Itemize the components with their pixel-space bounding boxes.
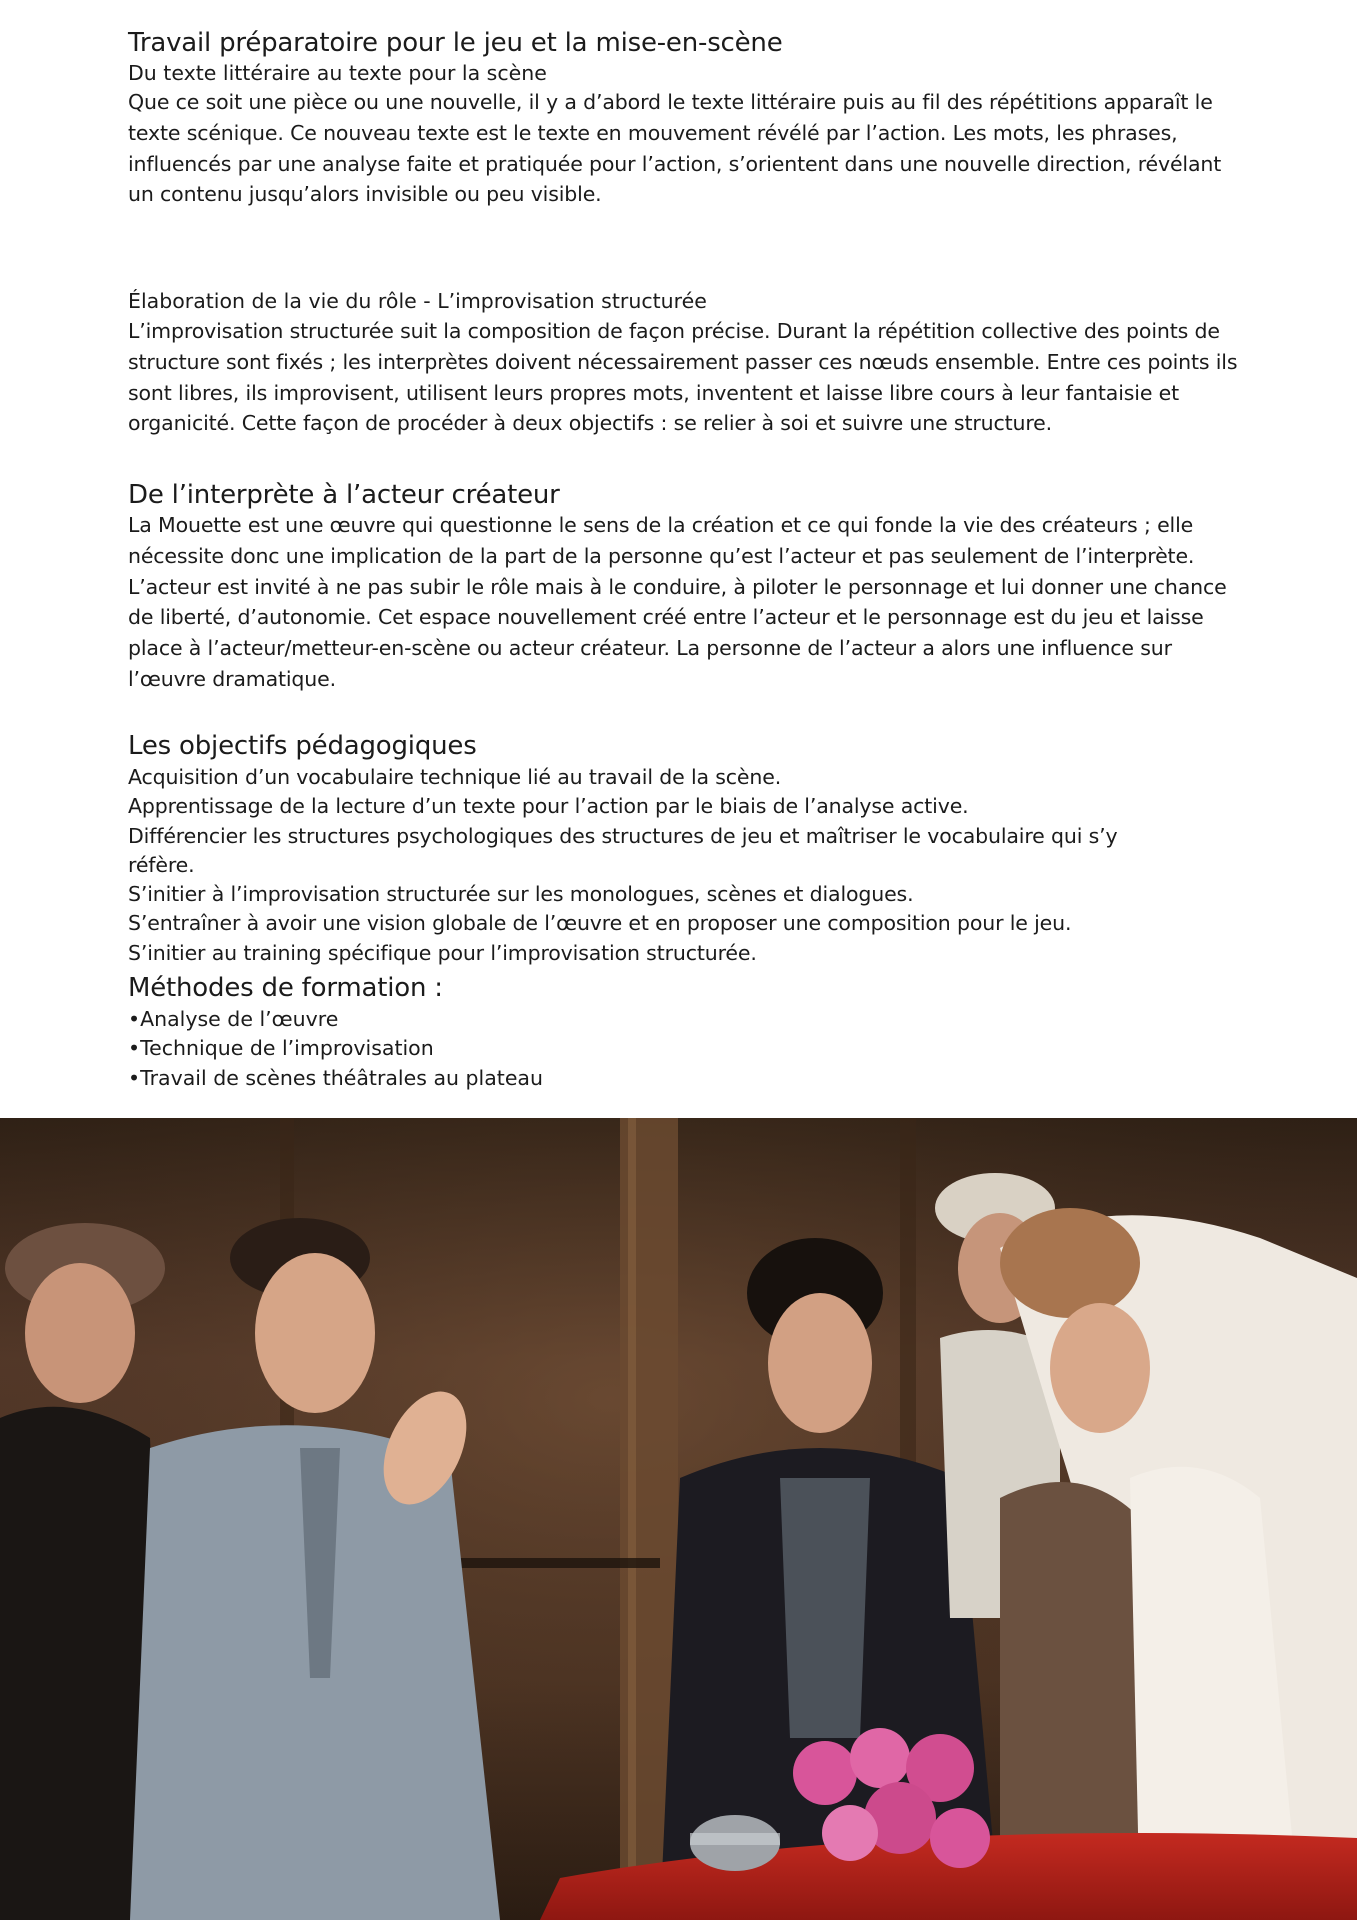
section-creative-actor xyxy=(128,478,1238,695)
rail xyxy=(460,1558,660,1568)
objective-line: Apprentissage de la lecture d’un texte pour l’action par le biais de l’analyse active. xyxy=(128,794,969,819)
grey-sweater xyxy=(780,1478,870,1738)
section1-subtitle: Du texte littéraire au texte pour la scène xyxy=(128,61,547,85)
objective-line: S’initier au training spécifique pour l’improvisation structurée. xyxy=(128,940,757,965)
stage-photo xyxy=(0,1118,1357,1920)
section3-body: La Mouette est une œuvre qui questionne le sens de la création et ce qui fonde la vie des créateurs ; elle nécessite donc une implication de la part de la personne qu’est l’acteur et pas seulement de l’interprète. L’acteur est invité à ne pas subir le rôle mais à le conduire, à piloter le personnage et lui donner une chance de liberté, d’autonomie. Cet espace nouvellement créé entre l’acteur et le personnage est du jeu et laisse place à l’acteur/metteur-en-scène ou acteur créateur. La personne de l’acteur a alors une influence sur l’œuvre dramatique. xyxy=(128,513,1227,691)
section1-title: Travail préparatoire pour le jeu et la mise-en-scène xyxy=(128,28,783,58)
objective-line: Acquisition d’un vocabulaire technique lié au travail de la scène. xyxy=(128,765,782,789)
actor-hair xyxy=(1000,1208,1140,1318)
objective-line: Différencier les structures psychologiques des structures de jeu et maîtriser le vocabulaire qui s’y xyxy=(128,823,1118,848)
objectives-list xyxy=(128,763,1238,968)
section4-title: Les objectifs pédagogiques xyxy=(128,731,477,761)
section-pedagogical-objectives xyxy=(128,729,1238,968)
silver-teapot xyxy=(690,1815,780,1871)
actor-face xyxy=(1050,1303,1150,1433)
section2-body: L’improvisation structurée suit la composition de façon précise. Durant la répétition collective des points de structure sont fixés ; les interprètes doivent nécessairement passer ces nœuds ensemble. Entre ces points ils sont libres, ils improvisent, utilisent leurs propres mots, inventent et laisse libre cours à leur fantaisie et organicité. Cette façon de procéder à deux objectifs : se relier à soi et suivre une structure. xyxy=(128,319,1238,436)
objective-line: réfère. xyxy=(128,852,195,877)
section5-title: Méthodes de formation : xyxy=(128,973,443,1003)
methods-list xyxy=(128,1005,1238,1093)
actor-face xyxy=(255,1253,375,1413)
section1-body: Que ce soit une pièce ou une nouvelle, il y a d’abord le texte littéraire puis au fil des répétitions apparaît le texte scénique. Ce nouveau texte est le texte en mouvement révélé par l’action. Les mots, les phrases, influencés par une analyse faite et pratiquée pour l’action, s’orientent dans une nouvelle direction, révélant un contenu jusqu’alors invisible ou peu visible. xyxy=(128,90,1222,207)
method-item: • Technique de l’improvisation xyxy=(128,1034,1238,1063)
section3-title: De l’interprète à l’acteur créateur xyxy=(128,480,560,510)
objective-line: S’entraîner à avoir une vision globale de l’œuvre et en proposer une composition pour le jeu. xyxy=(128,911,1072,936)
section-preparatory-work xyxy=(128,26,1238,210)
stage-scene-illustration xyxy=(0,1118,1357,1920)
section2-subtitle: Élaboration de la vie du rôle - L’improvisation structurée xyxy=(128,289,707,313)
section-training-methods xyxy=(128,971,1238,1093)
wooden-pillar-highlight xyxy=(628,1118,636,1920)
actor-face xyxy=(768,1293,872,1433)
method-item: • Travail de scènes théâtrales au plateau xyxy=(128,1064,1238,1093)
objective-line: S’initier à l’improvisation structurée sur les monologues, scènes et dialogues. xyxy=(128,882,914,907)
actor-face xyxy=(25,1263,135,1403)
method-item: • Analyse de l’œuvre xyxy=(128,1005,1238,1034)
section-structured-improvisation xyxy=(128,286,1238,439)
